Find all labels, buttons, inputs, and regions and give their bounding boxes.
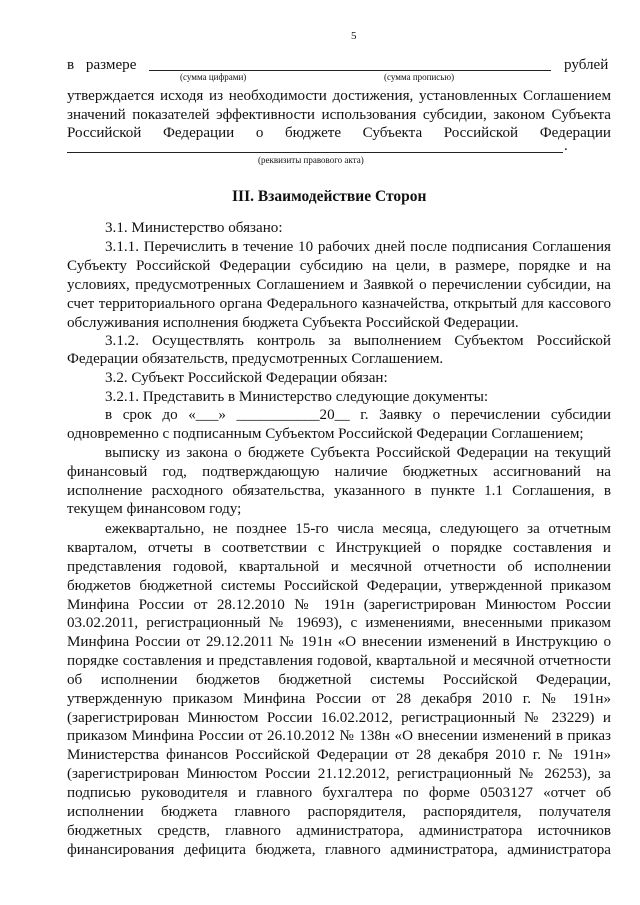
body-line: кварталом, отчеты в соответствии с Инструкцией о порядке составления и xyxy=(67,540,611,556)
body-line: выписку из закона о бюджете Субъекта Российской Федерации на текущий xyxy=(105,445,611,461)
body-line: 3.1.1. Перечислить в течение 10 рабочих дней после подписания Соглашения xyxy=(105,239,611,255)
body-line: счет территориального органа Федерального казначейства, открытый для кассового xyxy=(67,296,611,312)
caption-sum-words: (сумма прописью) xyxy=(384,72,455,82)
body-line: бюджетов бюджетной системы Российской Федерации, утвержденной приказом xyxy=(67,578,611,594)
body-line: обслуживания исполнения бюджета Субъекта Российской Федерации. xyxy=(67,315,519,331)
body-line: текущем финансовом году; xyxy=(67,501,242,517)
legal-act-dot: . xyxy=(564,138,568,154)
intro-line-3: Российской Федерации о бюджете Субъекта Российской Федерации xyxy=(67,125,611,141)
body-line: Минфина России от 28.12.2010 № 191н (зарегистрирован Минюстом России xyxy=(67,597,611,613)
amount-blank-line xyxy=(149,70,551,71)
body-line: подписью руководителя и главного бухгалтера по форме 0503127 «отчет об xyxy=(67,785,611,801)
page-number: 5 xyxy=(351,30,357,42)
body-line: Министерства финансов Российской Федерации от 28 декабря 2010 г. № 191н» xyxy=(67,747,611,763)
body-line: ежеквартально, не позднее 15-го числа месяца, следующего за отчетным xyxy=(105,521,611,537)
intro-line-2: значений показателей эффективности использования субсидии, законом Субъекта xyxy=(67,107,611,123)
body-line: приказом Минфина России от 26.10.2012 № 138н «О внесении изменений в приказ xyxy=(67,728,611,744)
body-line: 3.1. Министерство обязано: xyxy=(105,220,283,236)
body-line: (зарегистрирован Минюстом России 16.02.2012, регистрационный № 23229) и xyxy=(67,710,611,726)
body-line: финансовый год, подтверждающую наличие бюджетных ассигнований на xyxy=(67,464,611,480)
body-line: условиях, предусмотренных Соглашением и Заявкой о перечислении субсидии, на xyxy=(67,277,611,293)
intro-line-1: утверждается исходя из необходимости достижения, установленных Соглашением xyxy=(67,88,611,104)
body-line: исполнении бюджета главного распорядителя, распорядителя, получателя xyxy=(67,804,611,820)
body-line: Субъекту Российской Федерации субсидию на цели, в размере, порядке и на xyxy=(67,258,611,274)
body-line: утвержденную приказом Минфина России от 28 декабря 2010 г. № 191н» xyxy=(67,691,611,707)
body-line: 3.2. Субъект Российской Федерации обязан: xyxy=(105,370,388,386)
body-line: бюджетных средств, главного администратора, администратора источников xyxy=(67,823,611,839)
body-line: 3.2.1. Представить в Министерство следующие документы: xyxy=(105,389,489,405)
body-line: представления годовой, квартальной и месячной отчетности об исполнении xyxy=(67,559,611,575)
body-line: исполнение расходного обязательства, указанного в пункте 1.1 Соглашения, в xyxy=(67,483,611,499)
body-line: одновременно с подписанным Субъектом Российской Федерации Соглашением; xyxy=(67,426,584,442)
body-line: в срок до «___» ___________20__ г. Заявку о перечислении субсидии xyxy=(105,407,611,423)
body-line: финансирования дефицита бюджета, главного администратора, администратора xyxy=(67,842,611,858)
caption-sum-figures: (сумма цифрами) xyxy=(180,72,247,82)
section-title: III. Взаимодействие Сторон xyxy=(232,188,427,205)
body-line: Минфина России от 29.12.2011 № 191н «О внесении изменений в Инструкцию о xyxy=(67,634,611,650)
caption-legal-act: (реквизиты правового акта) xyxy=(258,155,364,165)
body-line: 03.02.2011, регистрационный № 19693), с изменениями, внесенными приказом xyxy=(67,615,611,631)
body-line: (зарегистрирован Минюстом России 21.12.2012, регистрационный № 26253), за xyxy=(67,766,611,782)
body-line: порядке составления и представления годовой, квартальной и месячной отчетности xyxy=(67,653,611,669)
legal-act-blank-line xyxy=(67,152,563,153)
body-line: об исполнении бюджетов бюджетной системы Российской Федерации, xyxy=(67,672,611,688)
amount-prefix: в размере xyxy=(67,57,137,73)
body-line: Федерации обязательств, предусмотренных Соглашением. xyxy=(67,351,444,367)
body-line: 3.1.2. Осуществлять контроль за выполнением Субъектом Российской xyxy=(105,333,611,349)
amount-suffix: рублей xyxy=(564,57,609,73)
